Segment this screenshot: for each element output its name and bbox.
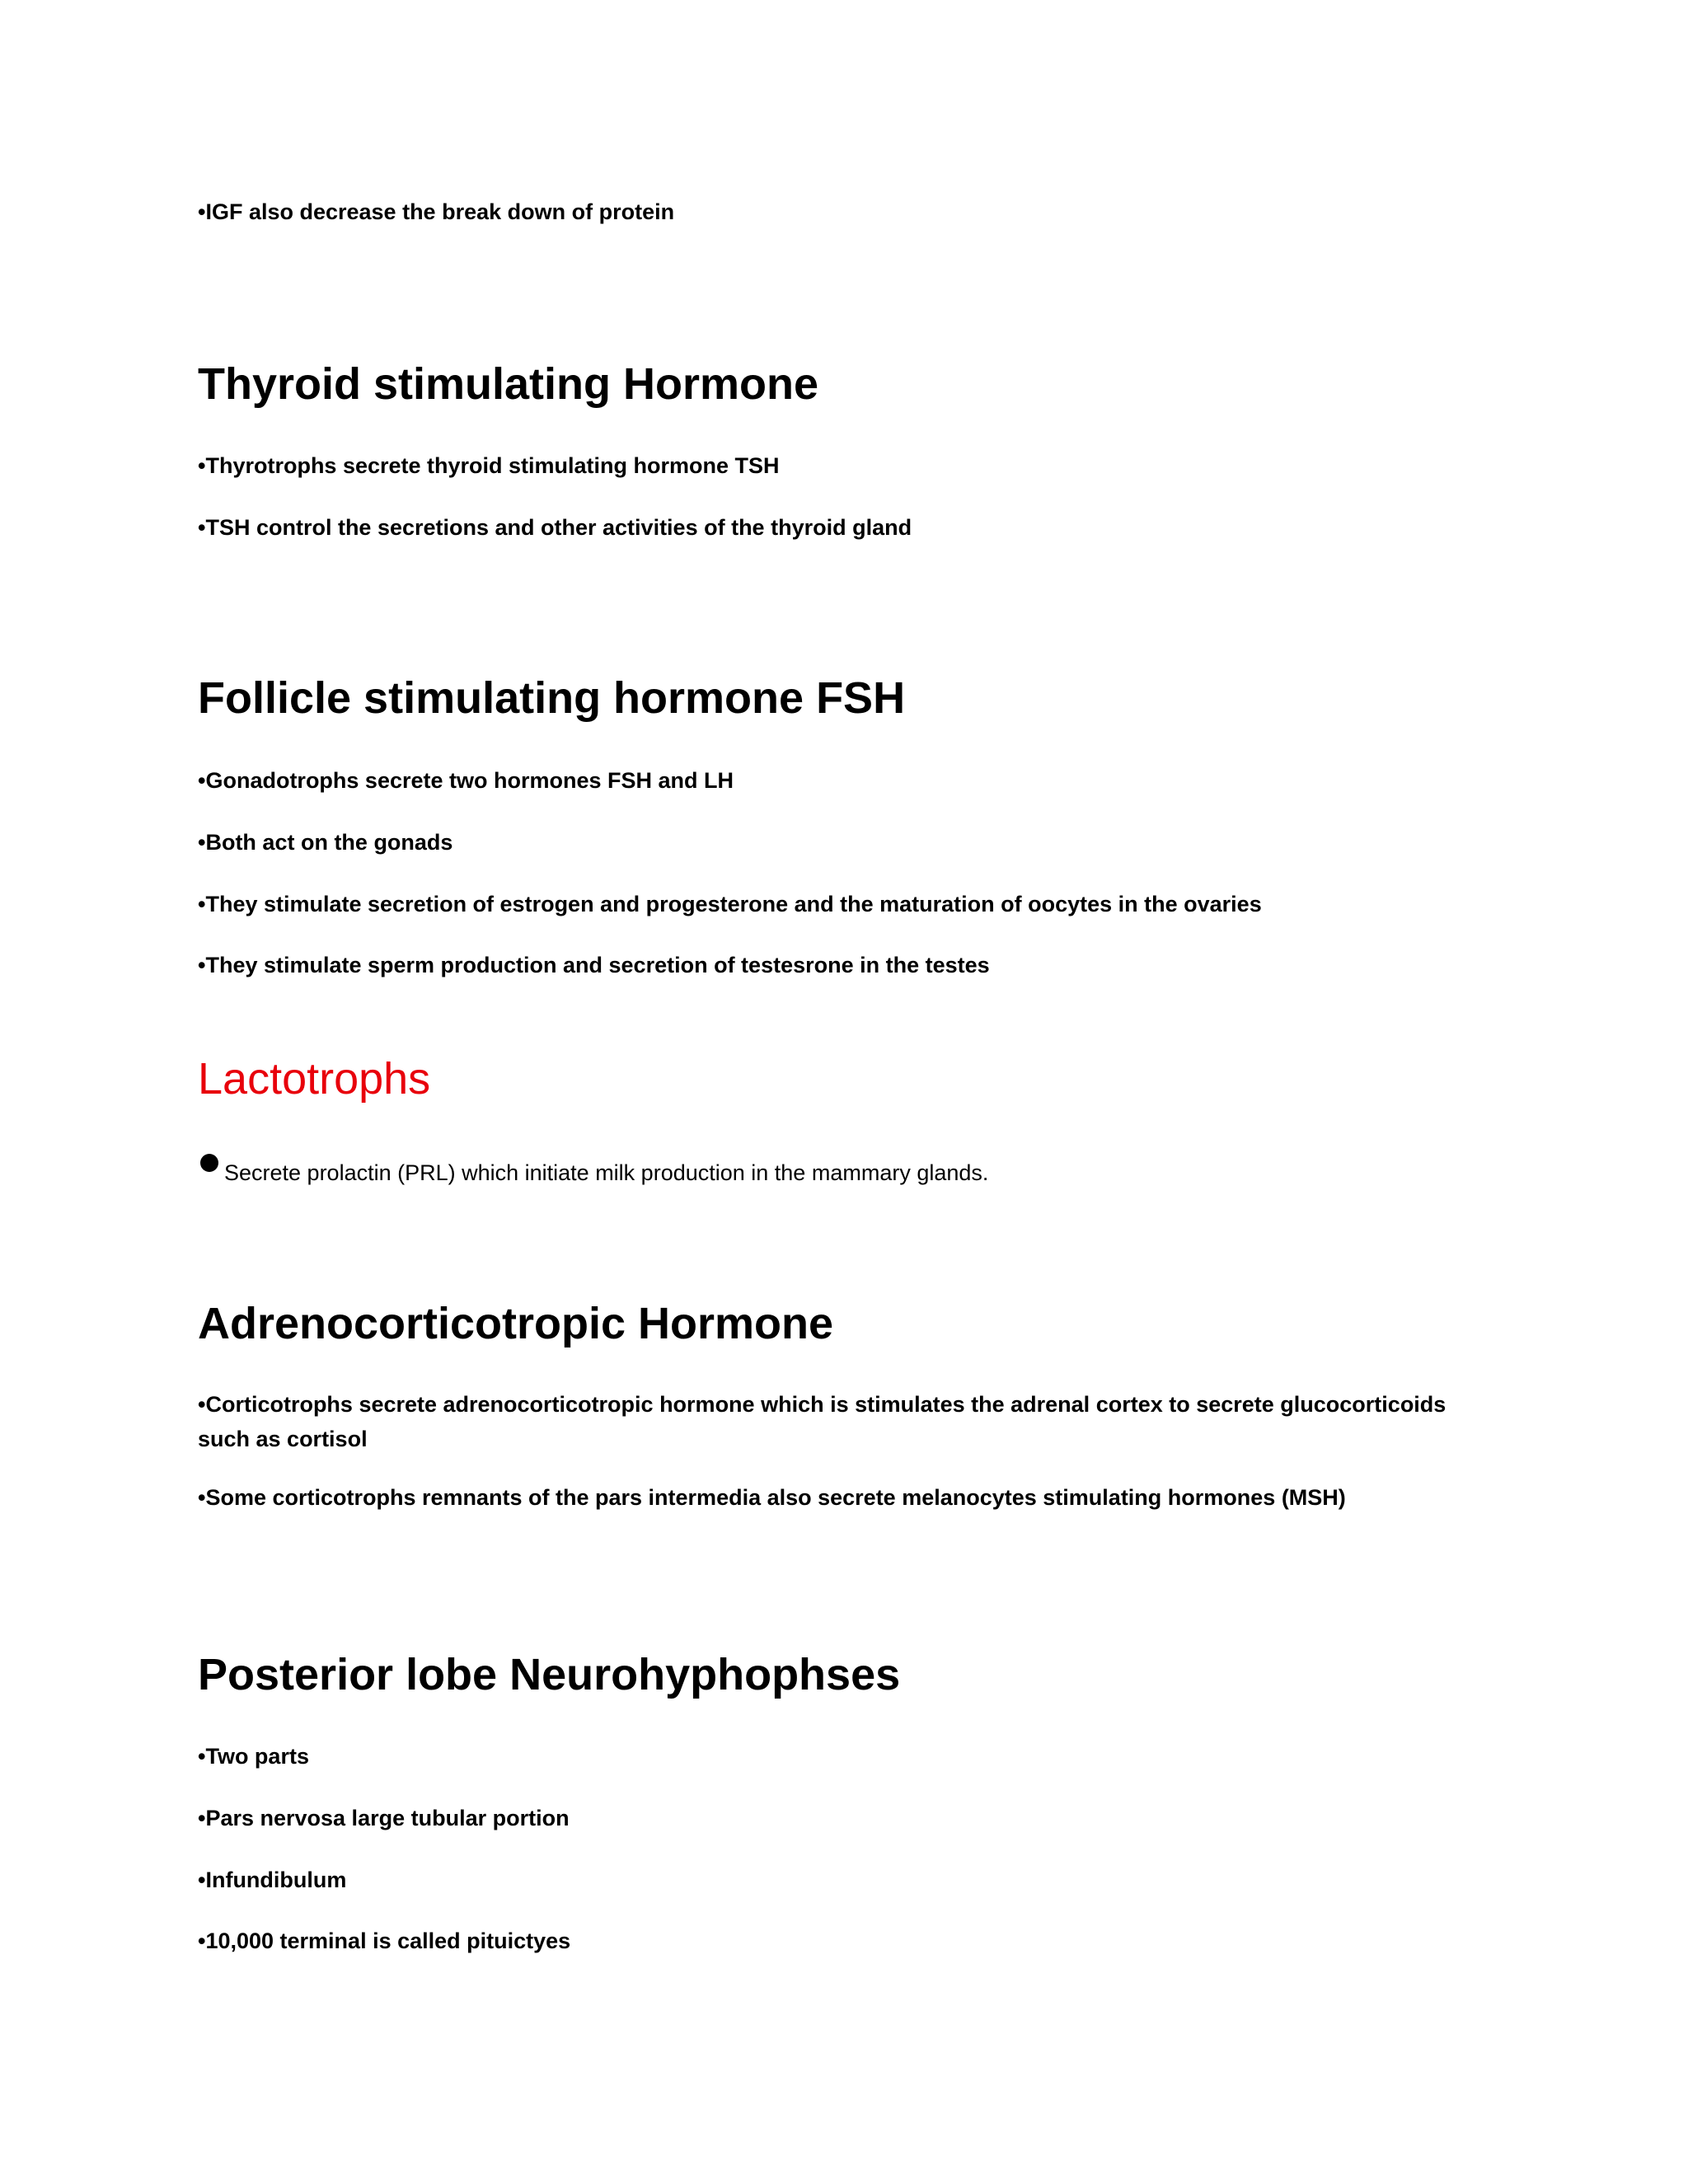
- posterior-bullet-1: •Two parts: [198, 1744, 309, 1769]
- fsh-bullet-4: •They stimulate sperm production and secretion of testesrone in the testes: [198, 953, 990, 977]
- bullet-dot-icon: [200, 1154, 218, 1172]
- igf-bullet: •IGF also decrease the break down of protein: [198, 199, 675, 224]
- fsh-bullet-2: •Both act on the gonads: [198, 830, 453, 855]
- posterior-bullet-4: •10,000 terminal is called pituictyes: [198, 1929, 571, 1953]
- thyroid-bullet-1: •Thyrotrophs secrete thyroid stimulating hormone TSH: [198, 453, 780, 478]
- fsh-bullet-1: •Gonadotrophs secrete two hormones FSH and LH: [198, 768, 734, 793]
- acth-heading: Adrenocorticotropic Hormone: [198, 1299, 834, 1348]
- lactotrophs-bullet: Secrete prolactin (PRL) which initiate milk production in the mammary glands.: [224, 1160, 989, 1185]
- posterior-heading: Posterior lobe Neurohyphophses: [198, 1650, 901, 1699]
- fsh-heading: Follicle stimulating hormone FSH: [198, 673, 906, 723]
- thyroid-bullet-2: •TSH control the secretions and other activities of the thyroid gland: [198, 515, 912, 540]
- acth-bullet-1: •Corticotrophs secrete adrenocorticotropic hormone which is stimulates the adrenal cortex to secrete glucocorticoids such as cortisol: [198, 1392, 1447, 1451]
- acth-bullet-2: •Some corticotrophs remnants of the pars intermedia also secrete melanocytes stimulating hormones (MSH): [198, 1485, 1346, 1510]
- fsh-bullet-3: •They stimulate secretion of estrogen and progesterone and the maturation of oocytes in the ovaries: [198, 892, 1262, 916]
- lactotrophs-heading: Lactotrophs: [198, 1054, 431, 1104]
- thyroid-heading: Thyroid stimulating Hormone: [198, 359, 819, 409]
- posterior-bullet-2: •Pars nervosa large tubular portion: [198, 1806, 570, 1830]
- posterior-bullet-3: •Infundibulum: [198, 1868, 347, 1892]
